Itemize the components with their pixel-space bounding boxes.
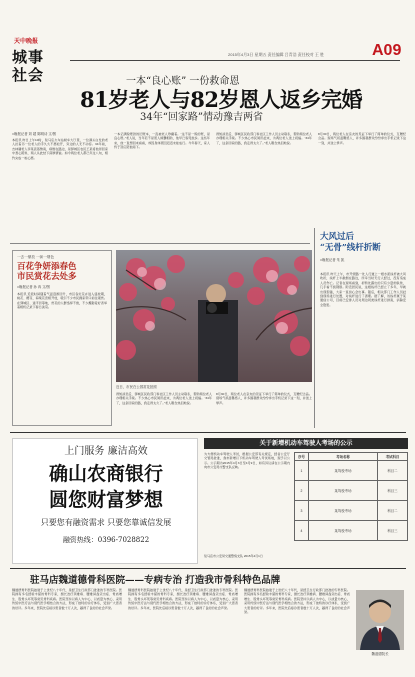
section-rule [10, 432, 406, 433]
lead-subhead: 34年“回家路”情动豫吉两省 [140, 112, 263, 123]
date-line: 2015年4月3日 星期五 责任编辑 吕青浩 责任校对 王 胜 [228, 52, 325, 57]
table-header-cell: 考场名称 [309, 453, 378, 461]
table-cell: 3 [295, 501, 309, 521]
table-row [295, 501, 408, 521]
bank-banner-promo: 只要您有融资需求 只要您靠诚信发展 [40, 518, 172, 527]
lead-col-4: 8月30日，两位老人在亲友的见证下举行了简单的仪式，互赠纪念品。现场气氛温馨感人，许多围观群众纷纷拿出手机记录下这一刻，并送上掌声。 [318, 132, 406, 145]
blossom-photo-graphic [116, 250, 312, 382]
hospital-body-1: 魏道德骨科医院始建于上世纪八十年代，是经卫生行政部门批准的专科医院。医院拥有多名经验丰富的骨科专家，擅长治疗颈椎病、腰椎间盘突出症、骨质增生、股骨头坏死等常见骨科疾病。医院坚持以病人为中心，以质量为核心，采用传统中医疗法与现代医学相结合的方法，形成了独特的诊疗体系，受到广大患者的好评。多年来，医院先后接诊患者数十万人次，赢得了良好的社会声誉。 [12, 588, 122, 610]
feature-title-1: 百花争妍添春色 [17, 262, 77, 273]
table-cell: 1 [295, 461, 309, 481]
feature-kicker: 一去一鼎放 一演一烟色 [17, 255, 54, 259]
table-cell: 某驾校考场 [309, 461, 378, 481]
page-number: A09 [372, 42, 402, 59]
feature-photo [116, 250, 312, 382]
table-row [295, 521, 408, 541]
logo: 天中晚报 [14, 38, 39, 45]
portrait-graphic [356, 590, 404, 650]
feature-continued-2: 8月30日，两位老人在亲友的见证下举行了简单的仪式，互赠纪念品。现场气氛温馨感人，许多围观群众纷纷拿出手机记录下这一刻，并送上掌声。 [216, 392, 312, 405]
hospital-title: 驻马店魏道德骨科医院——专病专治 打造我市骨科特色品牌 [30, 575, 281, 586]
lead-byline: □晚报记者 刘 超 陈明诗 文/图 [12, 132, 57, 136]
bank-banner-slogan: 上门服务 廉洁高效 [64, 446, 148, 457]
table-cell: 某驾校考场 [309, 521, 378, 541]
lead-divider [10, 243, 310, 244]
table-cell: 科目三 [378, 521, 408, 541]
table-cell: 科目二 [378, 461, 408, 481]
bank-banner-name: 确山农商银行 [48, 463, 163, 485]
hospital-body-3: 魏道德骨科医院始建于上世纪八十年代，是经卫生行政部门批准的专科医院。医院拥有多名经验丰富的骨科专家，擅长治疗颈椎病、腰椎间盘突出症、骨质增生、股骨头坏死等常见骨科疾病。医院坚持以病人为中心，以质量为核心，采用传统中医疗法与现代医学相结合的方法，形成了独特的诊疗体系，受到广大患者的好评。多年来，医院先后接诊患者数十万人次，赢得了良好的社会声誉。 [244, 588, 350, 615]
table-header-cell: 考试科目 [378, 453, 408, 461]
section-title-line2: 社会 [12, 66, 45, 84]
table-cell: 4 [295, 521, 309, 541]
lead-col-3: 得知消息后，驿城区民政部门和社区工作人员主动联系，帮助两位老人办理相关手续。不少热心市民闻讯赶来，为两位老人送上祝福。“34年了，这条回家的路，我走得太久了。”老人眼含热泪地说。 [216, 132, 312, 145]
hospital-photo-caption: 魏道德院长 [371, 652, 389, 656]
bottom-section-rule [10, 568, 406, 569]
bank-banner-tagline: 圆您财富梦想 [48, 489, 163, 511]
lead-col-1: 本报讯 昨日上午10时，驻马店火车站候车大厅里，一位满头白发的老人拉着另一位老人的手久久不愿松开，旁边的人无不动容。34年前，吉林籍老人李某流落豫南，病倒在路边，是驿城区农民王某将他背回家中悉心照料，两人从此结下深厚情谊。如今两位老人都已年过八旬，相约完成一桩心愿。 [12, 138, 108, 160]
side-headline-2: “无骨”线杆折断 [320, 243, 381, 253]
side-divider [314, 228, 315, 428]
table-header-cell: 序号 [295, 453, 309, 461]
bank-banner [12, 438, 198, 564]
notice-footer: 驻马店市公安局交通警察支队 2015年4月1日 [204, 554, 263, 558]
table-cell: 科目三 [378, 481, 408, 501]
side-headline-1: 大风过后 [320, 232, 355, 242]
masthead-rule [70, 60, 400, 61]
table-row [295, 461, 408, 481]
hospital-body-2: 魏道德骨科医院始建于上世纪八十年代，是经卫生行政部门批准的专科医院。医院拥有多名经验丰富的骨科专家，擅长治疗颈椎病、腰椎间盘突出症、骨质增生、股骨头坏死等常见骨科疾病。医院坚持以病人为中心，以质量为核心，采用传统中医疗法与现代医学相结合的方法，形成了独特的诊疗体系，受到广大患者的好评。多年来，医院先后接诊患者数十万人次，赢得了良好的社会声誉。 [128, 588, 238, 610]
feature-continued-1: 得知消息后，驿城区民政部门和社区工作人员主动联系，帮助两位老人办理相关手续。不少热心市民闻讯赶来，为两位老人送上祝福。“34年了，这条回家的路，我走得太久了。”老人眼含热泪地说。 [116, 392, 212, 405]
feature-body: 本报讯 近段时间随着气温逐渐回升，市区各处花卉进入盛放期，桃花、樱花、海棠花竞相开放，吸引不少市民携家带口前往观赏。在驿城区、遂平县等地，赏花的人群络绎不绝，不少摄影爱好者举着相机记录下春日美景。 [17, 291, 107, 310]
lead-headline: 81岁老人与82岁恩人返乡完婚 [80, 87, 362, 112]
table-cell: 某驾校考场 [309, 481, 378, 501]
notice-box [204, 438, 408, 564]
feature-box [12, 250, 112, 426]
feature-title-2: 市民赏花去处多 [17, 272, 77, 283]
lead-col-2: 一本记满赊账款的旧账本，一直被老人珍藏着。“这不是一般的账，是良心账。”老人说，当年若不是恩人倾囊相助，他早已客死他乡。这些年来，他一直想回来看看，却因身体原因迟迟未能成行。今年春天，家人终于答应陪他南下。 [114, 132, 210, 150]
side-byline: □晚报记者 朱 凯 [320, 258, 345, 262]
table-cell: 某驾校考场 [309, 501, 378, 521]
feature-photo-caption: 近日，市民在公园赏花拍照 [116, 385, 157, 389]
notice-body: 为方便机动车驾驶人考试，根据公安部有关规定，经省公安厅交管局批准，我市新增以下机动车驾驶人考试场地，现予以公示。公示期为2015年4月3日至4月9日，如有异议请在公示期内向市公安局交警支队反映。 [204, 452, 290, 470]
hospital-director-photo [356, 590, 404, 650]
lead-kicker: 一本“良心账” 一份救命恩 [126, 76, 240, 87]
notice-table-header [295, 453, 408, 461]
bank-banner-hotline: 融资热线：0396-7028822 [62, 536, 150, 544]
notice-title: 关于新增机动车驾驶人考场的公示 [204, 438, 408, 449]
side-body: 本报讯 昨天上午，市开源路一处人行道上一根水泥线杆被大风吹折，线杆上半截倒在路边，所幸当时无行人经过，没有造成人员伤亡。记者在现场看到，折断处露出的只有少量细铁丝，几乎看不到钢筋。附近居民说，这根线杆已经立了多年，早就出现裂缝，大家一直担心会出事。随后，相关部门工作人员赶到现场进行处置，对线杆进行了清理。据了解，该线杆属于某通信公司，目前已安排人员对周边同类线杆进行排查，消除安全隐患。 [320, 272, 406, 307]
table-row [295, 481, 408, 501]
table-cell: 科目二 [378, 501, 408, 521]
feature-byline: □晚报记者 孙 冉 文/图 [17, 285, 50, 290]
table-cell: 2 [295, 481, 309, 501]
notice-table [294, 452, 408, 541]
section-title-line1: 城事 [12, 48, 45, 66]
